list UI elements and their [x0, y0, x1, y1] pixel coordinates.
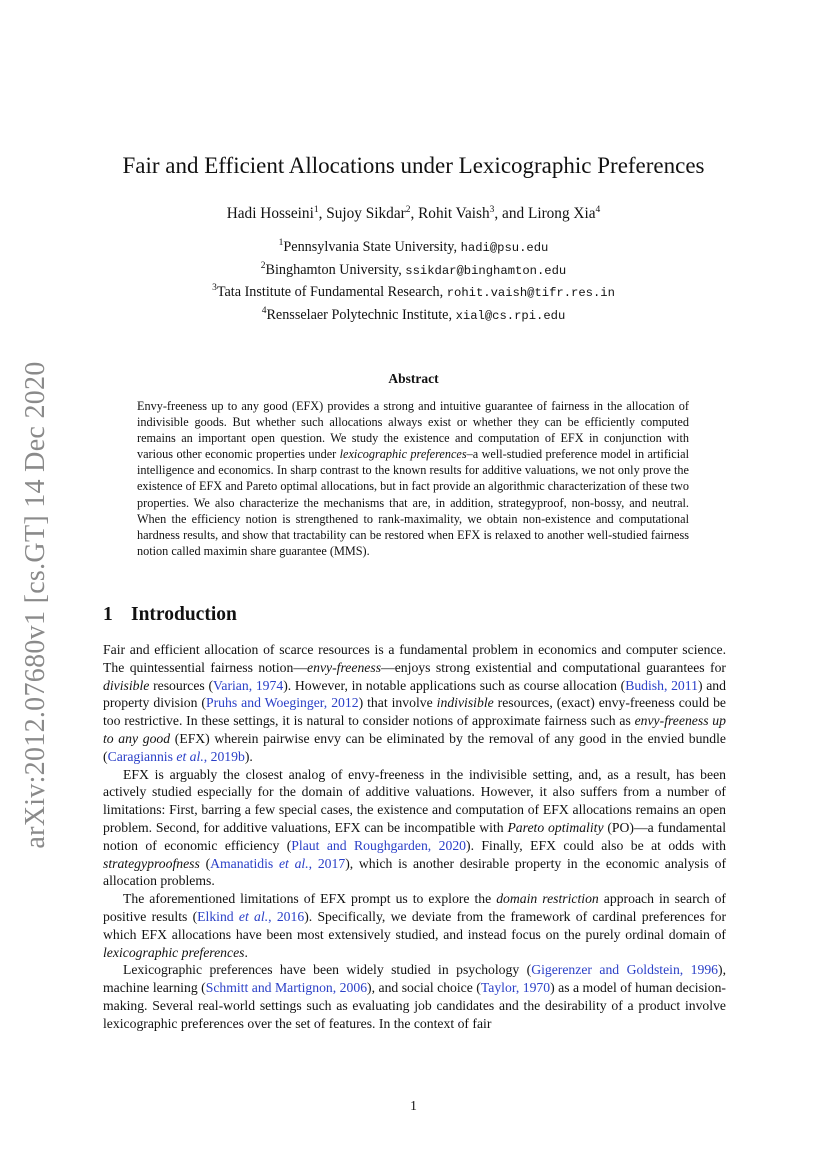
citation-link[interactable]: Taylor, 1970 — [480, 980, 551, 996]
arxiv-identifier-text: arXiv:2012.07680v1 [cs.GT] 14 Dec 2020 — [20, 361, 51, 849]
citation-link[interactable]: Plaut and Roughgarden, 2020 — [291, 837, 467, 853]
email-link[interactable]: ssikdar@binghamton.edu — [405, 263, 567, 278]
author: Lirong Xia$^4$ — [527, 205, 601, 222]
arxiv-identifier — [14, 360, 58, 850]
citation-link[interactable]: Budish, 2011 — [625, 677, 698, 693]
paragraph: Fair and efficient allocation of scarce resources is a fundamental problem in economics and computer science. The quintessential fairness notion—envy-freeness—enjoys strong existential and computational guarantees for divisible resources (Varian, 1974). However, in notable applications such as course allocation (Budish, 2011) and property division (Pruhs and Woeginger, 2012) that involve indivisible resources, (exact) envy-freeness could be too restrictive. In these settings, it is natural to consider notions of approximate fairness such as envy-freeness up to any good (EFX) wherein pairwise envy can be eliminated by the removal of any good in the envied bundle (Caragiannis et al., 2019b). — [103, 642, 727, 764]
abstract-heading: Abstract — [388, 371, 439, 386]
author: Sujoy Sikdar$^2$, — [326, 205, 419, 222]
paragraph: Lexicographic preferences have been widely studied in psychology (Gigerenzer and Goldstein, 1996), machine learning (Schmitt and Martignon, 2006), and social choice (Taylor, 1970) as a model of human decision-making. Several real-world settings such as evaluating job candidates and the desirability of a product involve lexicographic preferences over the set of features. In the context of fair — [103, 962, 726, 1031]
affiliation: $^2$Binghamton University, ssikdar@binghamton.edu — [260, 260, 567, 278]
citation-link[interactable]: Caragiannis et al., 2019b — [107, 748, 245, 764]
affiliation: $^3$Tata Institute of Fundamental Research, rohit.vaish@tifr.res.in — [212, 283, 615, 300]
citation-link[interactable]: Schmitt and Martignon, 2006 — [205, 980, 368, 996]
author-list — [60, 205, 767, 223]
abstract-text: Envy-freeness up to any good (EFX) provides a strong and intuitive guarantee of fairness in the allocation of indivisible goods. But whether such allocations always exist or whether they can be efficiently computed remains an important open question. We study the existence and computation of EFX in conjunction with various other economic properties under lexicographic preferences–a well-studied preference model in artificial intelligence and economics. In sharp contrast to the known results for additive valuations, we not only prove the existence of EFX and Pareto optimal allocations, but in fact provide an algorithmic characterization of these two properties. We also characterize the mechanisms that are, in addition, strategyproof, non-bossy, and neutral. When the efficiency notion is strengthened to rank-maximality, we obtain non-existence and computational hardness results, and show that tractability can be restored when EFX is relaxed to another well-studied fairness notion called maximin share guarantee (MMS). — [137, 399, 689, 558]
citation-link[interactable]: Gigerenzer and Goldstein, 1996 — [531, 962, 719, 978]
body-text — [103, 641, 726, 1033]
citation-link[interactable]: Elkind et al., 2016 — [197, 908, 305, 924]
citation-link[interactable]: Amanatidis et al., 2017 — [210, 855, 346, 871]
paragraph: EFX is arguably the closest analog of envy-freeness in the indivisible setting, and, as a result, has been actively studied especially for the domain of additive valuations. However, it also suffers from a number of limitations: First, barring a few special cases, the existence and computation of EFX allocations remains an open problem. Second, for additive valuations, EFX can be incompatible with Pareto optimality (PO)—a fundamental notion of economic efficiency (Plaut and Roughgarden, 2020). Finally, EFX could also be at odds with strategyproofness (Amanatidis et al., 2017), which is another desirable property in the economic analysis of allocation problems. — [103, 766, 727, 889]
affiliation: $^4$Rensselaer Polytechnic Institute, xial@cs.rpi.edu — [261, 305, 566, 323]
author: Rohit Vaish$^3$, and — [418, 205, 528, 222]
author: Hadi Hosseini$^1$, — [226, 205, 327, 222]
paragraph: The aforementioned limitations of EFX prompt us to explore the domain restriction approach in search of positive results (Elkind et al., 2016). Specifically, we deviate from the framework of cardinal preferences for which EFX allocations have been most extensively studied, and instead focus on the purely ordinal domain of lexicographic preferences. — [103, 891, 727, 960]
email-link[interactable]: rohit.vaish@tifr.res.in — [446, 286, 615, 300]
email-link[interactable]: hadi@psu.edu — [460, 241, 549, 255]
page-number: 1 — [410, 1098, 417, 1113]
paper-title: Fair and Efficient Allocations under Lexicographic Preferences — [122, 153, 705, 178]
citation-link[interactable]: Pruhs and Woeginger, 2012 — [206, 695, 359, 711]
citation-link[interactable]: Varian, 1974 — [213, 677, 284, 693]
email-link[interactable]: xial@cs.rpi.edu — [455, 308, 566, 323]
affiliation: $^1$Pennsylvania State University, hadi@psu.edu — [278, 238, 549, 255]
affiliation-list — [60, 237, 767, 327]
section-heading: 1 Introduction — [103, 604, 237, 625]
